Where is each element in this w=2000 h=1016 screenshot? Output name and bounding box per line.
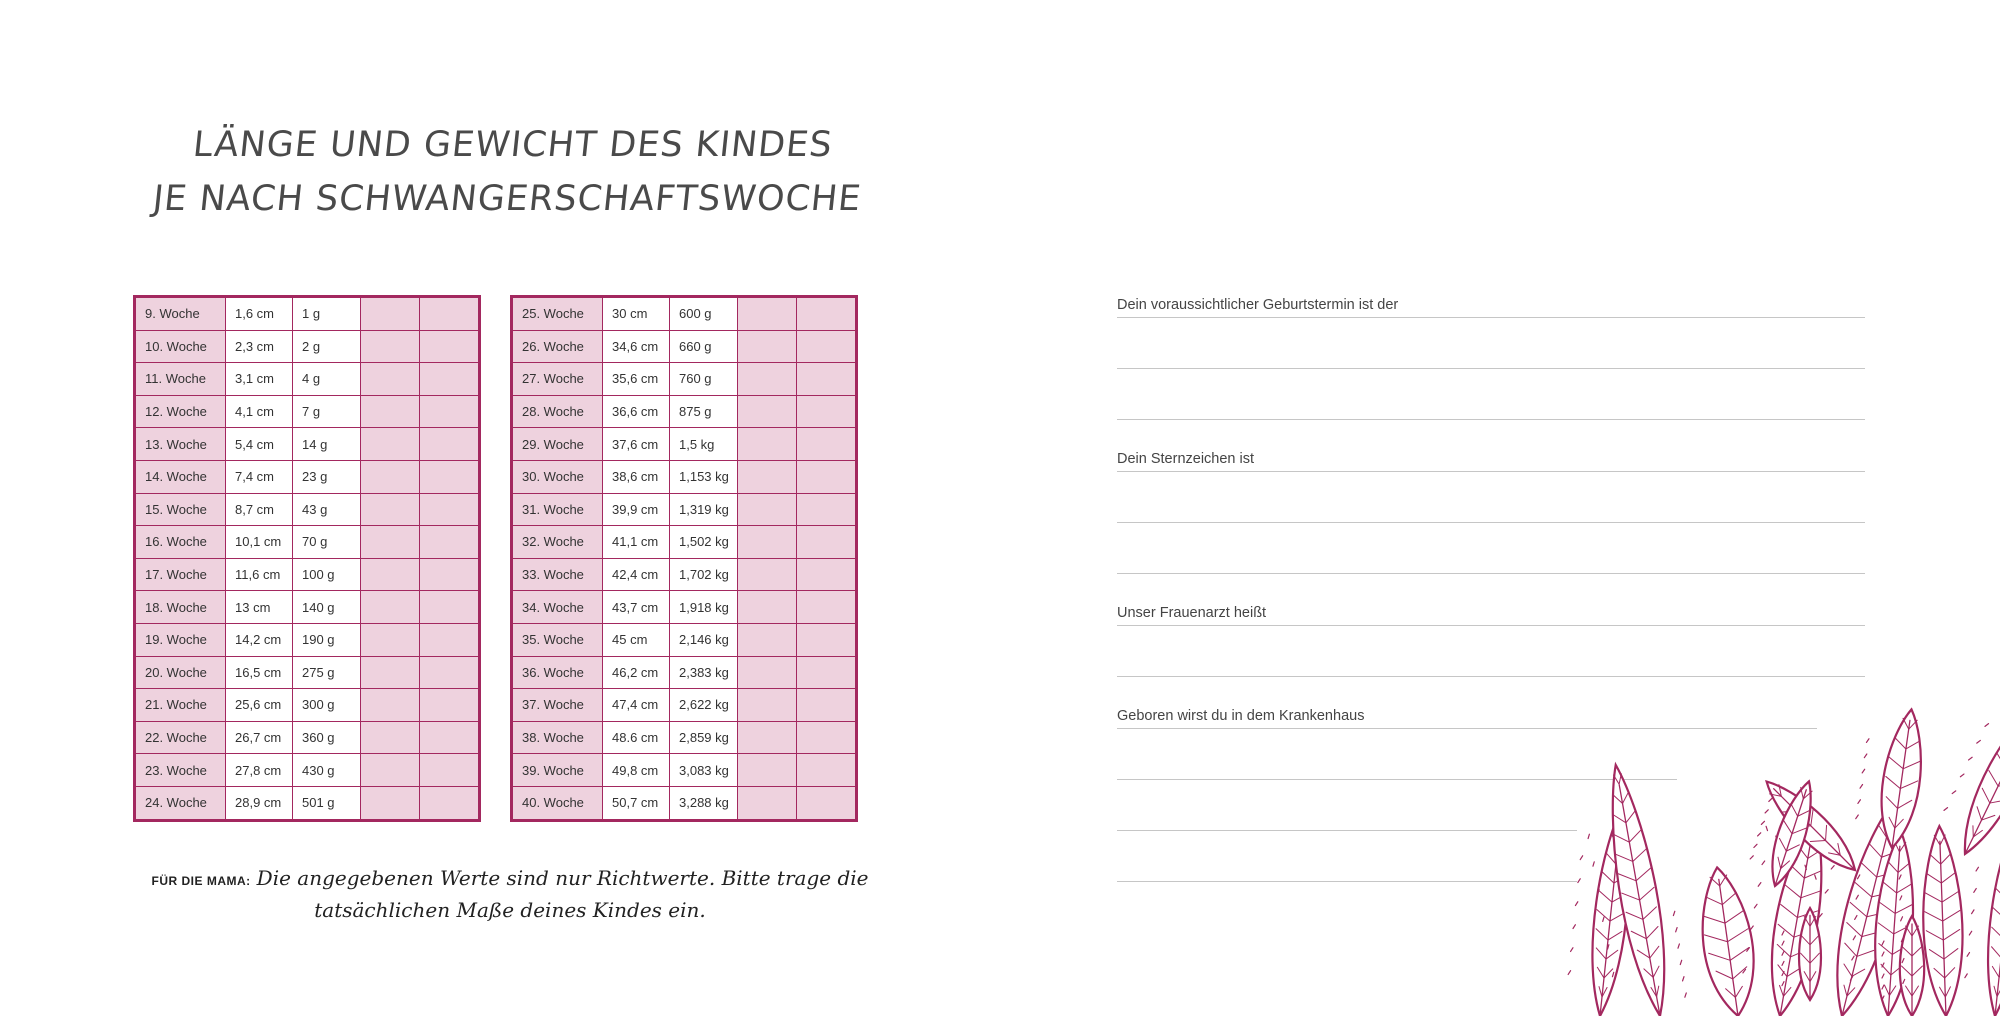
weight-cell: 2,383 kg — [670, 656, 738, 689]
gynecologist-label: Unser Frauenarzt heißt — [1117, 605, 1267, 621]
blank-entry-cell[interactable] — [420, 656, 480, 689]
write-line[interactable] — [1117, 881, 1577, 882]
weight-cell: 1,5 kg — [670, 428, 738, 461]
week-cell: 39. Woche — [512, 754, 603, 787]
week-cell: 10. Woche — [135, 330, 226, 363]
table-row — [135, 689, 480, 722]
table-row — [512, 656, 857, 689]
length-cell: 4,1 cm — [226, 395, 293, 428]
blank-entry-cell[interactable] — [797, 395, 857, 428]
week-cell: 31. Woche — [512, 493, 603, 526]
blank-entry-cell[interactable] — [420, 721, 480, 754]
blank-entry-cell[interactable] — [738, 493, 797, 526]
page-title — [124, 118, 895, 226]
blank-entry-cell[interactable] — [797, 330, 857, 363]
table-row — [135, 721, 480, 754]
weight-cell: 14 g — [293, 428, 361, 461]
blank-entry-cell[interactable] — [797, 689, 857, 722]
table-row — [135, 786, 480, 820]
blank-entry-cell[interactable] — [420, 330, 480, 363]
length-cell: 30 cm — [603, 297, 670, 331]
due-date-line[interactable] — [1117, 317, 1865, 318]
length-cell: 46,2 cm — [603, 656, 670, 689]
zodiac-label: Dein Sternzeichen ist — [1117, 451, 1255, 467]
weight-cell: 1,319 kg — [670, 493, 738, 526]
week-cell: 17. Woche — [135, 558, 226, 591]
blank-entry-cell[interactable] — [361, 363, 420, 396]
week-cell: 33. Woche — [512, 558, 603, 591]
blank-entry-cell[interactable] — [738, 754, 797, 787]
week-cell: 20. Woche — [135, 656, 226, 689]
length-cell: 5,4 cm — [226, 428, 293, 461]
table-row — [512, 754, 857, 787]
zodiac-line[interactable] — [1117, 471, 1865, 472]
length-cell: 7,4 cm — [226, 460, 293, 493]
blank-entry-cell[interactable] — [738, 460, 797, 493]
blank-entry-cell[interactable] — [738, 526, 797, 559]
week-cell: 21. Woche — [135, 689, 226, 722]
leaf-shape — [1852, 704, 1929, 851]
table-row — [135, 460, 480, 493]
blank-entry-cell[interactable] — [420, 493, 480, 526]
table-row — [512, 623, 857, 656]
week-cell: 28. Woche — [512, 395, 603, 428]
week-cell: 30. Woche — [512, 460, 603, 493]
week-cell: 13. Woche — [135, 428, 226, 461]
table-row — [512, 363, 857, 396]
table-row — [135, 428, 480, 461]
week-cell: 32. Woche — [512, 526, 603, 559]
write-line[interactable] — [1117, 830, 1577, 831]
length-cell: 10,1 cm — [226, 526, 293, 559]
blank-entry-cell[interactable] — [797, 363, 857, 396]
blank-entry-cell[interactable] — [361, 395, 420, 428]
gynecologist-line[interactable] — [1117, 625, 1865, 626]
table-row — [512, 689, 857, 722]
blank-entry-cell[interactable] — [797, 297, 857, 331]
table-row — [512, 558, 857, 591]
blank-entry-cell[interactable] — [420, 297, 480, 331]
blank-entry-cell[interactable] — [797, 460, 857, 493]
weight-cell: 1,502 kg — [670, 526, 738, 559]
blank-entry-cell[interactable] — [738, 623, 797, 656]
weight-cell: 360 g — [293, 721, 361, 754]
table-row — [512, 591, 857, 624]
table-row — [512, 297, 857, 331]
table-row — [135, 558, 480, 591]
write-line[interactable] — [1117, 419, 1865, 420]
weight-cell: 1,153 kg — [670, 460, 738, 493]
blank-entry-cell[interactable] — [361, 526, 420, 559]
blank-entry-cell[interactable] — [361, 721, 420, 754]
week-cell: 36. Woche — [512, 656, 603, 689]
table-row — [512, 395, 857, 428]
length-cell: 50,7 cm — [603, 786, 670, 820]
week-cell: 37. Woche — [512, 689, 603, 722]
week-cell: 12. Woche — [135, 395, 226, 428]
blank-entry-cell[interactable] — [738, 656, 797, 689]
blank-entry-cell[interactable] — [361, 786, 420, 820]
note-lead: FÜR DIE MAMA: — [151, 874, 251, 888]
blank-entry-cell[interactable] — [797, 656, 857, 689]
length-cell: 1,6 cm — [226, 297, 293, 331]
blank-entry-cell[interactable] — [738, 721, 797, 754]
weight-cell: 43 g — [293, 493, 361, 526]
blank-entry-cell[interactable] — [738, 395, 797, 428]
weight-cell: 275 g — [293, 656, 361, 689]
length-cell: 43,7 cm — [603, 591, 670, 624]
length-cell: 42,4 cm — [603, 558, 670, 591]
blank-entry-cell[interactable] — [797, 591, 857, 624]
weight-cell: 70 g — [293, 526, 361, 559]
week-cell: 18. Woche — [135, 591, 226, 624]
write-line[interactable] — [1117, 368, 1865, 369]
due-date-label: Dein voraussichtlicher Geburtstermin ist der — [1117, 297, 1399, 313]
table-row — [135, 363, 480, 396]
blank-entry-cell[interactable] — [797, 428, 857, 461]
blank-entry-cell[interactable] — [420, 623, 480, 656]
hospital-label: Geboren wirst du in dem Krankenhaus — [1117, 708, 1365, 724]
blank-entry-cell[interactable] — [420, 591, 480, 624]
blank-entry-cell[interactable] — [797, 721, 857, 754]
blank-entry-cell[interactable] — [420, 689, 480, 722]
table-row — [135, 754, 480, 787]
weight-cell: 2,622 kg — [670, 689, 738, 722]
length-cell: 35,6 cm — [603, 363, 670, 396]
week-cell: 9. Woche — [135, 297, 226, 331]
blank-entry-cell[interactable] — [797, 623, 857, 656]
table-row — [135, 493, 480, 526]
weight-cell: 600 g — [670, 297, 738, 331]
length-cell: 34,6 cm — [603, 330, 670, 363]
table-row — [135, 591, 480, 624]
length-cell: 37,6 cm — [603, 428, 670, 461]
weight-cell: 2,146 kg — [670, 623, 738, 656]
table-row — [512, 428, 857, 461]
write-line[interactable] — [1117, 573, 1865, 574]
blank-entry-cell[interactable] — [420, 428, 480, 461]
week-cell: 11. Woche — [135, 363, 226, 396]
blank-entry-cell[interactable] — [797, 493, 857, 526]
blank-entry-cell[interactable] — [361, 623, 420, 656]
weight-cell: 7 g — [293, 395, 361, 428]
blank-entry-cell[interactable] — [420, 395, 480, 428]
blank-entry-cell[interactable] — [738, 689, 797, 722]
week-cell: 26. Woche — [512, 330, 603, 363]
weight-cell: 430 g — [293, 754, 361, 787]
blank-entry-cell[interactable] — [361, 656, 420, 689]
blank-entry-cell[interactable] — [361, 460, 420, 493]
week-cell: 24. Woche — [135, 786, 226, 820]
blank-entry-cell[interactable] — [420, 460, 480, 493]
week-cell: 15. Woche — [135, 493, 226, 526]
week-cell: 25. Woche — [512, 297, 603, 331]
week-cell: 22. Woche — [135, 721, 226, 754]
leaf-shape — [1576, 762, 1678, 1016]
table-row — [512, 493, 857, 526]
blank-entry-cell[interactable] — [420, 558, 480, 591]
table-row — [512, 330, 857, 363]
length-cell: 36,6 cm — [603, 395, 670, 428]
length-cell: 39,9 cm — [603, 493, 670, 526]
table-row — [512, 721, 857, 754]
blank-entry-cell[interactable] — [797, 786, 857, 820]
blank-entry-cell[interactable] — [420, 363, 480, 396]
length-cell: 49,8 cm — [603, 754, 670, 787]
weight-cell: 760 g — [670, 363, 738, 396]
weight-cell: 100 g — [293, 558, 361, 591]
weight-cell: 1,918 kg — [670, 591, 738, 624]
blank-entry-cell[interactable] — [797, 558, 857, 591]
leaf-illustration — [1560, 630, 2000, 1016]
table-row — [135, 623, 480, 656]
length-cell: 45 cm — [603, 623, 670, 656]
blank-entry-cell[interactable] — [361, 330, 420, 363]
blank-entry-cell[interactable] — [361, 558, 420, 591]
length-cell: 8,7 cm — [226, 493, 293, 526]
length-cell: 27,8 cm — [226, 754, 293, 787]
week-cell: 35. Woche — [512, 623, 603, 656]
title-line-2: JE NACH SCHWANGERSCHAFTSWOCHE — [150, 179, 864, 219]
weight-cell: 4 g — [293, 363, 361, 396]
blank-entry-cell[interactable] — [738, 591, 797, 624]
week-cell: 16. Woche — [135, 526, 226, 559]
table-row — [135, 330, 480, 363]
length-cell: 13 cm — [226, 591, 293, 624]
weight-cell: 1 g — [293, 297, 361, 331]
weight-cell: 660 g — [670, 330, 738, 363]
blank-entry-cell[interactable] — [797, 526, 857, 559]
week-cell: 38. Woche — [512, 721, 603, 754]
length-cell: 48.6 cm — [603, 721, 670, 754]
table-row — [512, 460, 857, 493]
weeks-table-right — [510, 295, 858, 822]
blank-entry-cell[interactable] — [361, 591, 420, 624]
weight-cell: 300 g — [293, 689, 361, 722]
table-row — [135, 656, 480, 689]
weight-cell: 190 g — [293, 623, 361, 656]
table-row — [135, 395, 480, 428]
blank-entry-cell[interactable] — [420, 786, 480, 820]
blank-entry-cell[interactable] — [797, 754, 857, 787]
blank-entry-cell[interactable] — [361, 297, 420, 331]
week-cell: 23. Woche — [135, 754, 226, 787]
weight-cell: 2 g — [293, 330, 361, 363]
week-cell: 29. Woche — [512, 428, 603, 461]
blank-entry-cell[interactable] — [738, 330, 797, 363]
blank-entry-cell[interactable] — [738, 297, 797, 331]
weight-cell: 140 g — [293, 591, 361, 624]
length-cell: 38,6 cm — [603, 460, 670, 493]
blank-entry-cell[interactable] — [361, 689, 420, 722]
leaf-shape — [1668, 864, 1763, 1016]
blank-entry-cell[interactable] — [420, 526, 480, 559]
table-row — [135, 526, 480, 559]
table-row — [512, 786, 857, 820]
length-cell: 41,1 cm — [603, 526, 670, 559]
note-text: Die angegebenen Werte sind nur Richtwerte. Bitte trage die tatsächlichen Maße deines Kindes ein. — [256, 866, 869, 922]
week-cell: 19. Woche — [135, 623, 226, 656]
blank-entry-cell[interactable] — [361, 754, 420, 787]
blank-entry-cell[interactable] — [361, 493, 420, 526]
length-cell: 26,7 cm — [226, 721, 293, 754]
note-for-mama — [150, 864, 870, 925]
length-cell: 11,6 cm — [226, 558, 293, 591]
week-cell: 14. Woche — [135, 460, 226, 493]
weight-cell: 875 g — [670, 395, 738, 428]
blank-entry-cell[interactable] — [361, 428, 420, 461]
blank-entry-cell[interactable] — [738, 558, 797, 591]
weight-cell: 23 g — [293, 460, 361, 493]
table-row — [512, 526, 857, 559]
weeks-table-left — [133, 295, 481, 822]
blank-entry-cell[interactable] — [420, 754, 480, 787]
weight-cell: 1,702 kg — [670, 558, 738, 591]
title-line-1: LÄNGE UND GEWICHT DES KINDES — [191, 125, 835, 165]
length-cell: 28,9 cm — [226, 786, 293, 820]
length-cell: 2,3 cm — [226, 330, 293, 363]
weight-cell: 3,288 kg — [670, 786, 738, 820]
week-cell: 34. Woche — [512, 591, 603, 624]
weight-cell: 2,859 kg — [670, 721, 738, 754]
table-row — [135, 297, 480, 331]
weight-cell: 501 g — [293, 786, 361, 820]
length-cell: 25,6 cm — [226, 689, 293, 722]
length-cell: 3,1 cm — [226, 363, 293, 396]
week-cell: 27. Woche — [512, 363, 603, 396]
blank-entry-cell[interactable] — [738, 786, 797, 820]
blank-entry-cell[interactable] — [738, 363, 797, 396]
blank-entry-cell[interactable] — [738, 428, 797, 461]
length-cell: 16,5 cm — [226, 656, 293, 689]
week-cell: 40. Woche — [512, 786, 603, 820]
length-cell: 14,2 cm — [226, 623, 293, 656]
write-line[interactable] — [1117, 522, 1865, 523]
weight-cell: 3,083 kg — [670, 754, 738, 787]
length-cell: 47,4 cm — [603, 689, 670, 722]
